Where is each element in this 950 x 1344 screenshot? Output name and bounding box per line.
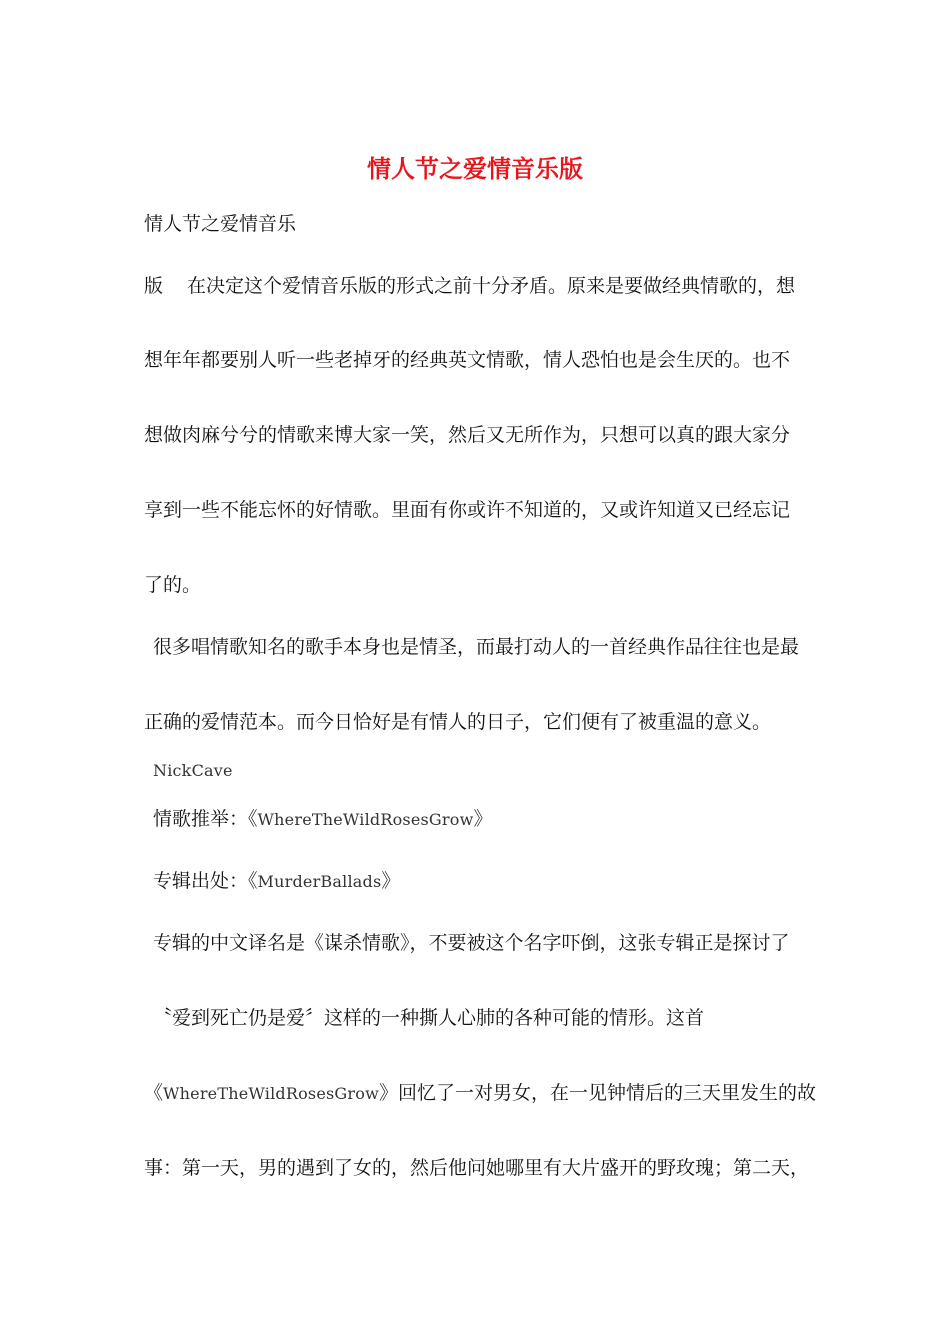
paragraph-2-line-2: 正确的爱情范本。而今日恰好是有情人的日子，它们便有了被重温的意义。 (144, 711, 772, 733)
album-close-bracket: 》 (381, 870, 401, 892)
album-title: MurderBallads (257, 872, 382, 891)
song-label: 情歌推举： (153, 808, 249, 830)
paragraph-3-line-3-text: 》回忆了一对男女，在一见钟情后的三天里发生的故 (378, 1082, 816, 1104)
paragraph-3-line-3 (144, 1079, 816, 1108)
paragraph-3-open-bracket: 《 (144, 1082, 164, 1104)
album-source (153, 867, 400, 896)
document-title: 情人节之爱情音乐版 (367, 154, 583, 183)
paragraph-1-line-1-text: 在决定这个爱情音乐版的形式之前十分矛盾。原来是要做经典情歌的，想 (187, 275, 796, 297)
song-recommendation (153, 805, 493, 834)
paragraph-1-lead: 版 (144, 275, 164, 297)
paragraph-3-line-2: 〝爱到死亡仍是爱〞这样的一种撕人心肺的各种可能的情形。这首 (153, 1007, 705, 1029)
paragraph-1-line-5: 了的。 (144, 574, 202, 596)
album-label: 专辑出处： (153, 870, 249, 892)
paragraph-1-line-2: 想年年都要别人听一些老掉牙的经典英文情歌，情人恐怕也是会生厌的。也不 (144, 349, 791, 371)
song-title: WhereTheWildRosesGrow (257, 810, 474, 829)
album-open-bracket: 《 (248, 870, 258, 892)
song-open-bracket: 《 (248, 808, 258, 830)
paragraph-3-line-1: 专辑的中文译名是《谋杀情歌》，不要被这个名字吓倒，这张专辑正是探讨了 (153, 932, 790, 954)
song-close-bracket: 》 (473, 808, 493, 830)
paragraph-2-line-1: 很多唱情歌知名的歌手本身也是情圣，而最打动人的一首经典作品往往也是最 (153, 636, 800, 658)
artist-name: NickCave (153, 761, 233, 780)
paragraph-3-line-4: 事：第一天，男的遇到了女的，然后他问她哪里有大片盛开的野玫瑰；第二天， (144, 1157, 810, 1179)
paragraph-1-line-4: 享到一些不能忘怀的好情歌。里面有你或许不知道的，又或许知道又已经忘记 (144, 499, 791, 521)
paragraph-1-line-3: 想做肉麻兮兮的情歌来博大家一笑，然后又无所作为，只想可以真的跟大家分 (144, 424, 791, 446)
paragraph-3-song-title: WhereTheWildRosesGrow (163, 1084, 379, 1103)
subtitle-line: 情人节之爱情音乐 (144, 213, 297, 235)
paragraph-1-line-1 (144, 272, 795, 300)
